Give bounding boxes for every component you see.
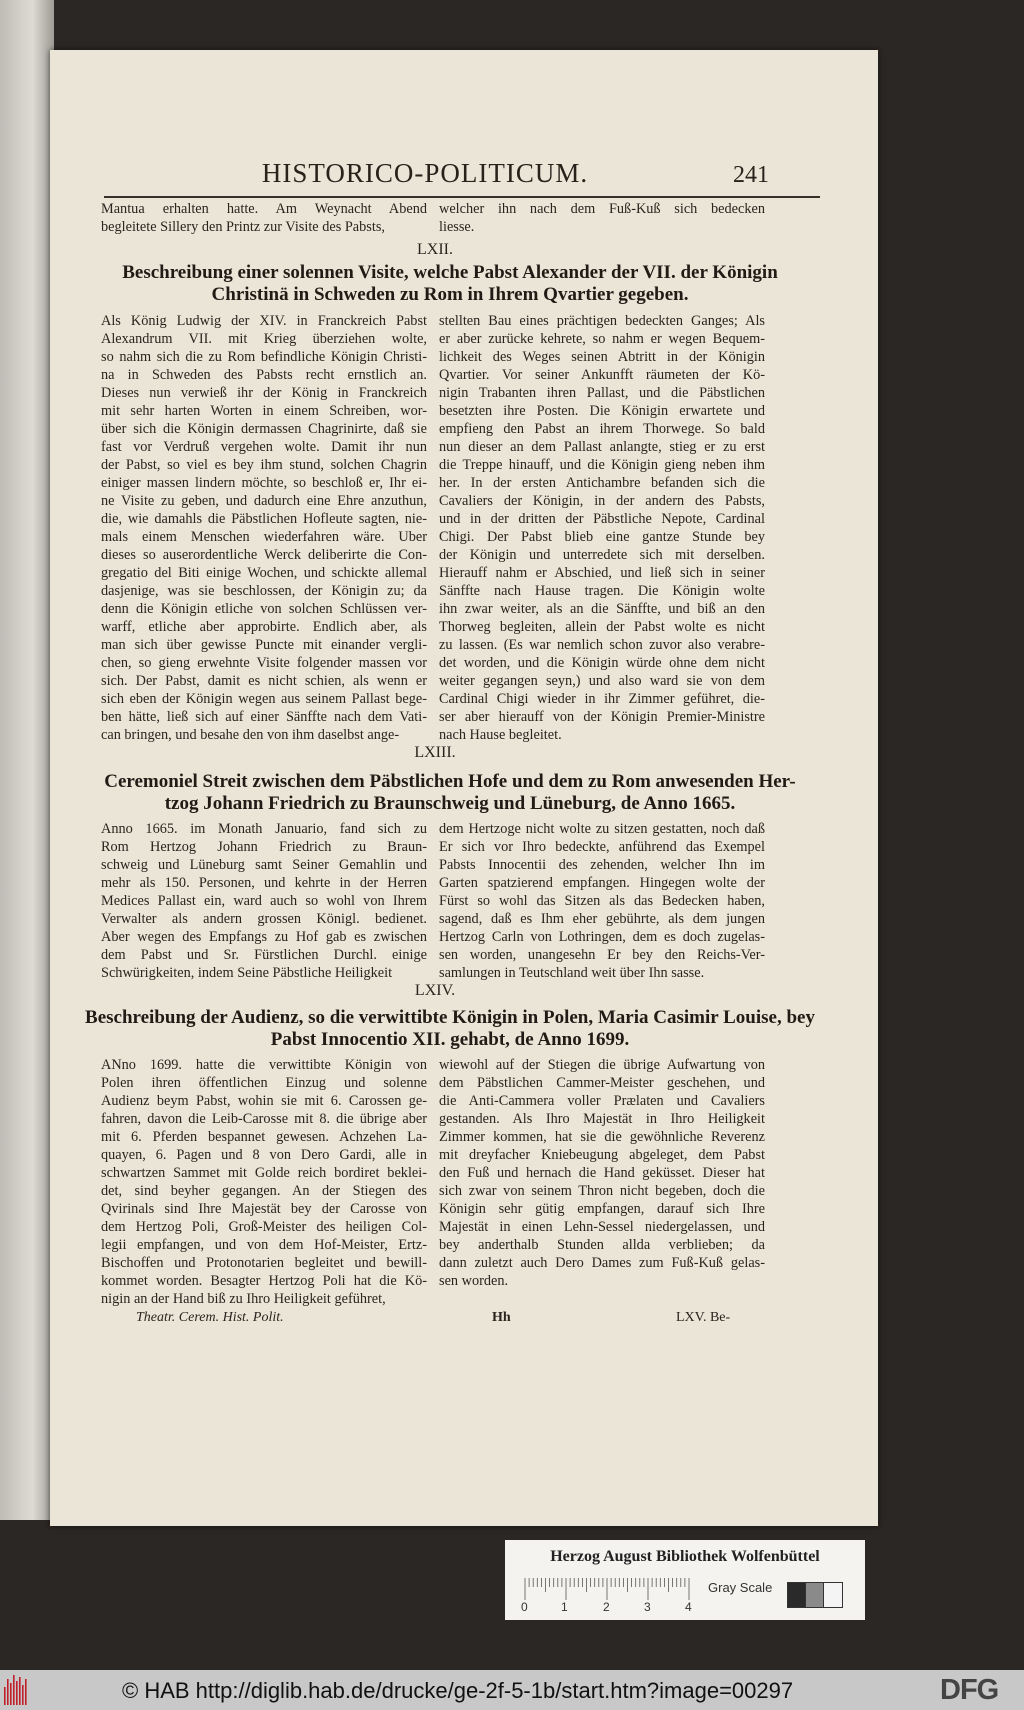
text-line: gregatio del Biti einige Wochen, und schickte allemal: [101, 565, 427, 581]
text-line: besetzten ihre Posten. Die Königin erwartete und: [439, 403, 765, 419]
adjacent-page-edge: [0, 0, 54, 1520]
text-line: ben hätte, ließ sich auf einer Sänffte nach dem Vati-: [101, 709, 427, 725]
text-line: dem Hertzoge nicht wolte zu sitzen gestatten, noch daß: [439, 821, 765, 837]
text-line: über sich die Königin dermassen Chagrinirte, daß sie: [101, 421, 427, 437]
text-line: Medices Pallast ein, ward auch so wohl von Ihrem: [101, 893, 427, 909]
text-line: begleitete Sillery den Printz zur Visite des Pabsts,: [101, 219, 385, 235]
text-line: Thorweg begleiten, allein der Pabst wolte es nicht: [439, 619, 765, 635]
logo-stripe: [13, 1675, 15, 1705]
text-line: sen worden, unangesehn Er bey den Reichs-Ver-: [439, 947, 765, 963]
logo-stripe: [7, 1679, 9, 1705]
text-line: fast vor Verdruß vergehen wolte. Damit ihr nun: [101, 439, 427, 455]
title-line: Ceremoniel Streit zwischen dem Päbstlichen Hofe und dem zu Rom anwesenden Her-: [104, 771, 796, 792]
text-line: zu lassen. (Es war nemlich schon zuvor also verabre-: [439, 637, 765, 653]
text-line: Als König Ludwig der XIV. in Franckreich Pabst: [101, 313, 427, 329]
section-lxii-left-column: [101, 312, 427, 744]
title-line: Pabst Innocentio XII. gehabt, de Anno 1699.: [270, 1029, 630, 1050]
gray-scale-label: Gray Scale: [708, 1580, 773, 1595]
section-number-lxiv: LXIV.: [414, 982, 456, 999]
logo-stripe: [4, 1687, 6, 1705]
text-line: dem Pabst und Sr. Fürstlichen Durchl. einige: [101, 947, 427, 963]
text-line: wiewohl auf der Stiegen die übrige Aufwartung von: [439, 1057, 765, 1073]
text-line: liesse.: [439, 219, 475, 235]
text-line: mit dreyfacher Kniebeugung abgeleget, dem Pabst: [439, 1147, 765, 1163]
text-line: Hertzog Carln von Lothringen, dem es doch zugelas-: [439, 929, 765, 945]
text-line: Qvartier. Vor seiner Ankunfft räumeten der Kö-: [439, 367, 765, 383]
text-line: Qvirinals sind Ihre Majestät bey der Carosse von: [101, 1201, 427, 1217]
scale-number: 2: [603, 1600, 610, 1614]
text-line: sich. Der Pabst, damit es nicht schien, als wenn er: [101, 673, 427, 689]
text-line: Polen ihren öffentlichen Einzug und solenne: [101, 1075, 427, 1091]
text-line: und in der dritten der Päbstliche Nepote, Cardinal: [439, 511, 765, 527]
carryover-left: [101, 200, 427, 236]
text-line: empfieng den Pabst an ihrem Thorwege. So bald: [439, 421, 765, 437]
text-line: ANno 1699. hatte die verwittibte Königin von: [101, 1057, 427, 1073]
text-line: Pabsts Innocentii des zehenden, welcher Ihn im: [439, 857, 765, 873]
text-line: mals einem Menschen wiederfahren wäre. Uber: [101, 529, 427, 545]
text-line: Bischoffen und Protonotarien begleitet und bewill-: [101, 1255, 427, 1271]
section-lxiv-right-column: [439, 1056, 765, 1290]
text-line: ne Visite zu geben, und dadurch eine Ehre anzuthun,: [101, 493, 427, 509]
text-line: det worden, und die Königin würde ohne dem nicht: [439, 655, 765, 671]
text-line: der Königin und unterredete sich mit derselben.: [439, 547, 765, 563]
text-line: Majestät in einen Lehn-Sessel niedergelassen, und: [439, 1219, 765, 1235]
text-line: welcher ihn nach dem Fuß-Kuß sich bedecken: [439, 201, 765, 217]
text-line: den Fuß und hernach die Hand geküsset. Dieser hat: [439, 1165, 765, 1181]
text-line: Schwürigkeiten, indem Seine Päbstliche Heiligkeit: [101, 965, 393, 981]
text-line: Königin sehr gütig empfangen, darauf sich Ihre: [439, 1201, 765, 1217]
text-line: dann zuletzt auch Dero Dames zum Fuß-Kuß gelas-: [439, 1255, 765, 1271]
running-head: HISTORICO-POLITICUM.: [261, 158, 589, 188]
scale-number: 1: [561, 1600, 568, 1614]
logo-stripe: [22, 1685, 24, 1705]
text-line: dasjenige, was sie beschlossen, der Königin zu; da: [101, 583, 427, 599]
text-line: can bringen, und besahe den von ihm daselbst ange-: [101, 727, 400, 743]
text-line: denn die Königin etliche von solchen Schlüssen ver-: [101, 601, 427, 617]
title-line: tzog Johann Friedrich zu Braunschweig und Lüneburg, de Anno 1665.: [164, 793, 736, 814]
scale-number: 0: [521, 1600, 528, 1614]
title-line: Christinä in Schweden zu Rom in Ihrem Qvartier gegeben.: [211, 284, 689, 305]
hab-logo-icon: [4, 1675, 28, 1705]
text-line: samlungen in Teutschland weit über Ihn sasse.: [439, 965, 705, 981]
text-line: her. In der ersten Antichambre befanden sich die: [439, 475, 765, 491]
section-number-lxiii: LXIII.: [414, 744, 456, 761]
section-title-lxiv: [80, 1007, 820, 1051]
text-line: lichkeit des Weges seinen Abtritt in der Königin: [439, 349, 765, 365]
text-line: Cavaliers der Königin, in der andern des Pabsts,: [439, 493, 765, 509]
text-line: na in Schweden des Pabsts recht ernstlich an.: [101, 367, 427, 383]
book-page: [50, 50, 878, 1526]
text-line: sagend, daß es Ihm eher gebührte, als dem jungen: [439, 911, 765, 927]
text-line: ihn zwar weiter, als an die Sänffte, und biß an den: [439, 601, 765, 617]
page-number: 241: [733, 162, 769, 188]
text-line: mit 6. Pferden bespannet gewesen. Achzehen La-: [101, 1129, 427, 1145]
text-line: bey anderthalb Stunden allda verblieben; da: [439, 1237, 765, 1253]
text-line: fahren, davon die Leib-Carosse mit 8. die übrige aber: [101, 1111, 427, 1127]
ruler-scale-icon: [523, 1578, 703, 1600]
section-lxii-right-column: [439, 312, 765, 744]
text-line: Fürst so wohl das Sitzen als das Bedecken haben,: [439, 893, 765, 909]
text-line: mehr als 150. Personen, und kehrte in der Herren: [101, 875, 427, 891]
text-line: Garten spatzierend empfangen. Hingegen wolte der: [439, 875, 765, 891]
text-line: kommet worden. Besagter Hertzog Poli hat die Kö-: [101, 1273, 427, 1289]
text-line: die Anti-Cammera voller Prælaten und Cavaliers: [439, 1093, 765, 1109]
text-line: Dieses nun verwieß ihr der König in Franckreich: [101, 385, 427, 401]
scale-number: 3: [644, 1600, 651, 1614]
gray-swatch-mid: [805, 1582, 825, 1608]
text-line: quayen, 6. Pagen und 8 von Dero Gardi, alle in: [101, 1147, 427, 1163]
text-line: warff, etliche aber approbirte. Endlich aber, als: [101, 619, 427, 635]
text-line: die, wie damahls die Päbstlichen Hofleute sagten, nie-: [101, 511, 427, 527]
text-line: det, sind beyher gegangen. An der Stiegen des: [101, 1183, 427, 1199]
text-line: Anno 1665. im Monath Januario, fand sich zu: [101, 821, 427, 837]
signature-mark: Hh: [492, 1310, 511, 1325]
text-line: Chigi. Der Pabst blieb eine gantze Stunde bey: [439, 529, 765, 545]
text-line: chen, so gieng erwehnte Visite folgender massen vor: [101, 655, 427, 671]
text-line: schweig und Lüneburg samt Seiner Gemahlin und: [101, 857, 427, 873]
gray-swatch-light: [823, 1582, 843, 1608]
catchword: LXV. Be-: [676, 1310, 731, 1325]
text-line: nigin an der Hand biß zu Ihro Heiligkeit geführet,: [101, 1291, 386, 1307]
text-line: Audienz beym Pabst, wohin sie mit 6. Carossen ge-: [101, 1093, 427, 1109]
text-line: sich zwar von seinem Thron nicht begeben, doch die: [439, 1183, 765, 1199]
text-line: schwartzen Sammet mit Golde reich bordiret beklei-: [101, 1165, 427, 1181]
title-line: Beschreibung der Audienz, so die verwittibte Königin in Polen, Maria Casimir Louise, bey: [85, 1007, 815, 1028]
header-rule: [104, 196, 820, 198]
text-line: Sänffte nach Hause tragen. Die Königin wolte: [439, 583, 765, 599]
text-line: gestanden. Als Ihro Majestät in Ihro Heiligkeit: [439, 1111, 765, 1127]
color-calibration-card: [505, 1540, 865, 1620]
text-line: Alexandrum VII. mit Krieg überziehen wolte,: [101, 331, 427, 347]
section-lxiii-left-column: [101, 820, 427, 982]
text-line: einiger massen lindern möchte, so beschloß er, Ihr ei-: [101, 475, 427, 491]
text-line: Rom Hertzog Johann Friedrich zu Braun-: [101, 839, 427, 855]
logo-stripe: [25, 1679, 27, 1705]
gray-swatch-dark: [787, 1582, 807, 1608]
text-line: dieses so auserordentliche Werck deliberirte die Con-: [101, 547, 427, 563]
text-line: mit sehr harten Worten in einem Schreiben, wor-: [101, 403, 427, 419]
text-line: Er sich vor Ihro bedeckte, anführend das Exempel: [439, 839, 765, 855]
text-line: dem Hertzog Poli, Groß-Meister des heiligen Col-: [101, 1219, 427, 1235]
text-line: dem Päbstlichen Cammer-Meister geschehen, und: [439, 1075, 765, 1091]
section-title-lxii: [80, 262, 820, 306]
text-line: er aber zurücke kehrete, so nahm er wegen Bequem-: [439, 331, 765, 347]
text-line: stellten Bau eines prächtigen bedeckten Ganges; Als: [439, 313, 765, 329]
bottom-bar: [0, 1670, 1024, 1710]
text-line: sich eben der Königin wegen aus seinem Pallast bege-: [101, 691, 427, 707]
section-title-lxiii: [80, 771, 820, 815]
text-line: man sich über gewisse Puncte mit einander vergli-: [101, 637, 427, 653]
logo-stripe: [10, 1683, 12, 1705]
text-line: Cardinal Chigi wieder in ihr Zimmer geführet, die-: [439, 691, 765, 707]
section-number-lxii: LXII.: [417, 241, 453, 258]
logo-stripe: [16, 1681, 18, 1705]
footer-title: Theatr. Cerem. Hist. Polit.: [136, 1310, 284, 1325]
logo-stripe: [19, 1677, 21, 1705]
library-name: Herzog August Bibliothek Wolfenbüttel: [550, 1548, 820, 1565]
text-line: Aber wegen des Empfangs zu Hof gab es zwischen: [101, 929, 427, 945]
text-line: sen worden.: [439, 1273, 509, 1289]
scale-number: 4: [685, 1600, 692, 1614]
text-line: Verwalter als andern grossen Königl. bedienet.: [101, 911, 427, 927]
text-line: der Pabst, so viel es bey ihm stund, solchen Chagrin: [101, 457, 427, 473]
text-line: nun dieser an dem Pallast anlangte, stieg er zu erst: [439, 439, 765, 455]
text-line: so nahm sich die zu Rom befindliche Königin Christi-: [101, 349, 427, 365]
text-line: Zimmer kommen, hat sie die gewöhnliche Reverenz: [439, 1129, 765, 1145]
section-lxiii-right-column: [439, 820, 765, 982]
section-lxiv-left-column: [101, 1056, 427, 1308]
text-line: weiter gegangen seyn,) und also ward sie von dem: [439, 673, 765, 689]
title-line: Beschreibung einer solennen Visite, welche Pabst Alexander der VII. der Königin: [122, 262, 778, 283]
carryover-right: [439, 200, 765, 236]
text-line: legii empfangen, und von dem Hof-Meister, Ertz-: [101, 1237, 427, 1253]
text-line: Hierauff nahm er Abschied, und ließ sich in seiner: [439, 565, 765, 581]
text-line: die Treppe hinauff, und die Königin gieng neben ihm: [439, 457, 765, 473]
text-line: ser aber hierauff von der Königin Premier-Ministre: [439, 709, 765, 725]
copyright-url[interactable]: © HAB http://diglib.hab.de/drucke/ge-2f-5-1b/start.htm?image=00297: [122, 1678, 794, 1703]
dfg-logo: DFG: [940, 1674, 999, 1706]
text-line: nach Hause begleitet.: [439, 727, 562, 743]
text-line: nigin Trabanten ihren Pallast, und die Päbstlichen: [439, 385, 765, 401]
text-line: Mantua erhalten hatte. Am Weynacht Abend: [101, 201, 427, 217]
